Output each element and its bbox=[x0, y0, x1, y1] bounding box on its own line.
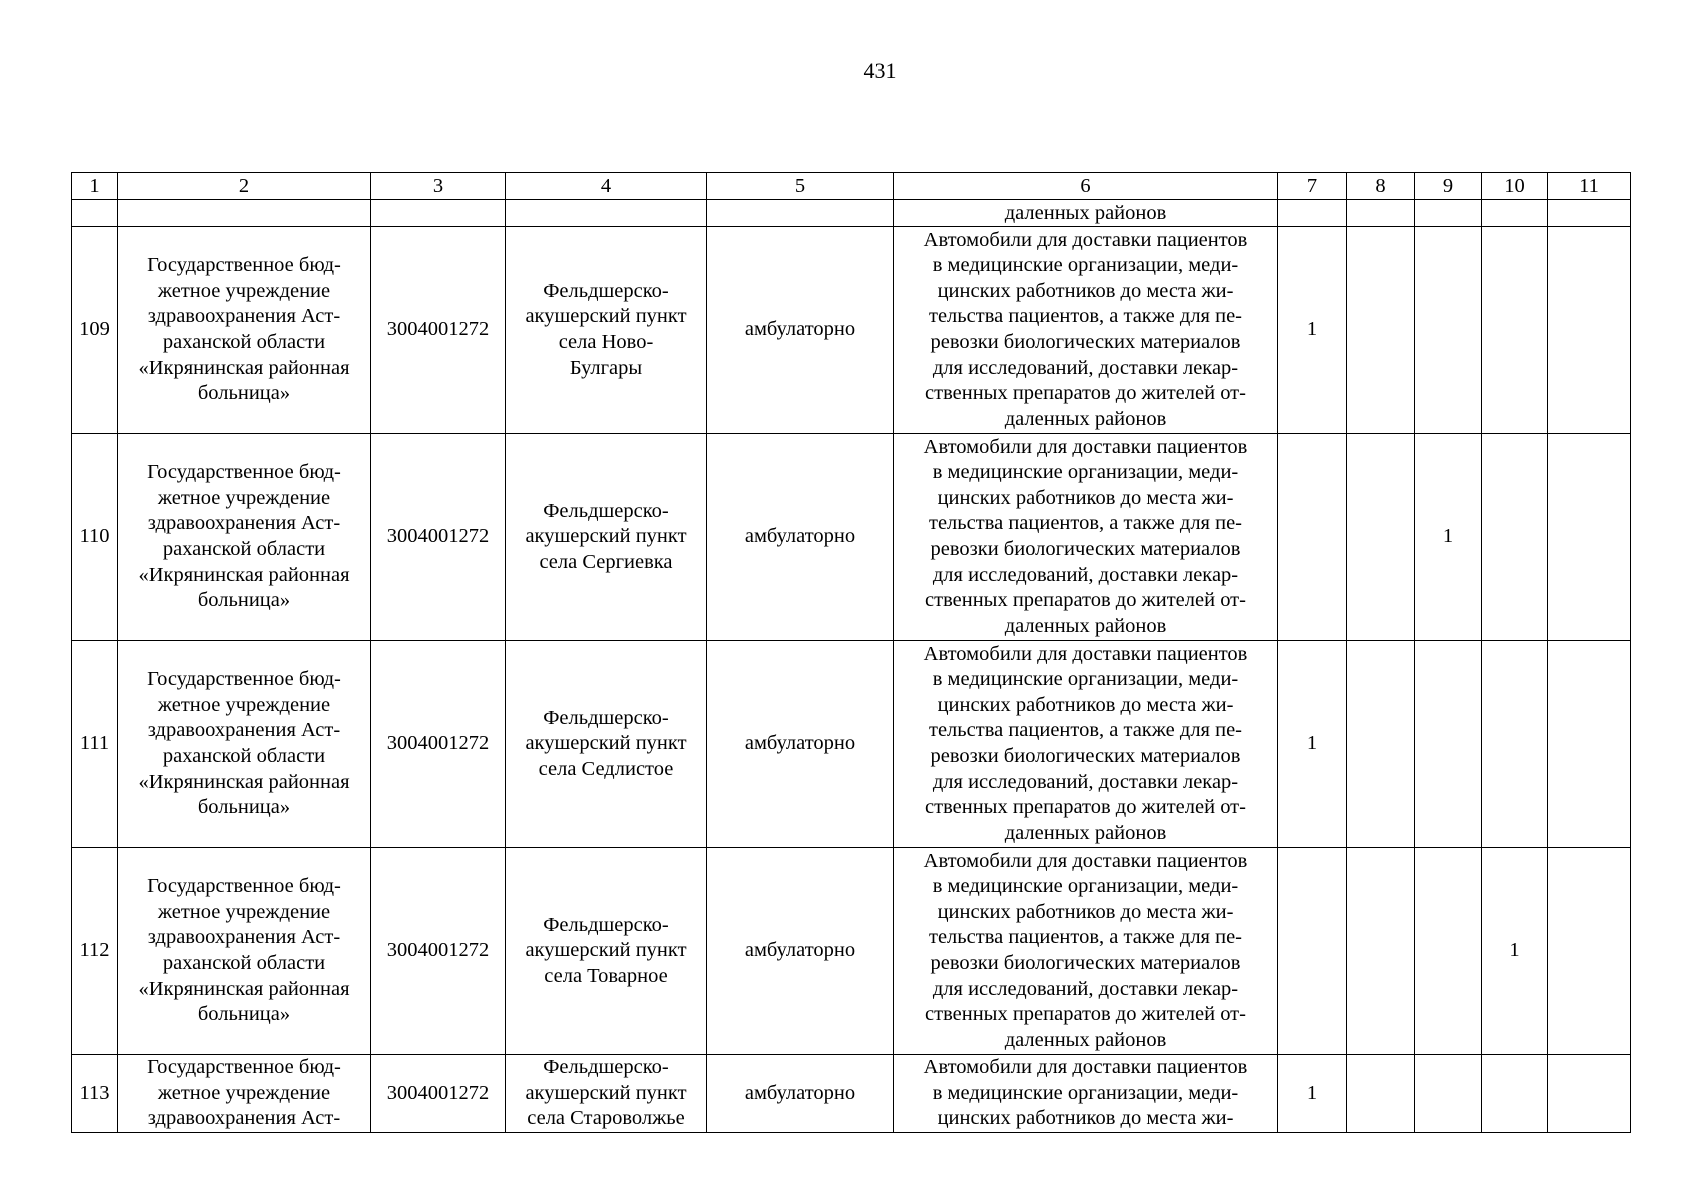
document-table bbox=[71, 172, 1631, 1133]
column-header: 5 bbox=[707, 173, 894, 200]
column-header: 3 bbox=[371, 173, 506, 200]
description-cell: даленных районов bbox=[894, 200, 1278, 227]
continuation-row bbox=[72, 200, 1631, 227]
count-cell-9 bbox=[1415, 641, 1482, 848]
table-row bbox=[72, 227, 1631, 434]
table-cell bbox=[506, 200, 707, 227]
count-cell-11 bbox=[1548, 227, 1631, 434]
table-cell bbox=[1347, 200, 1415, 227]
column-header: 8 bbox=[1347, 173, 1415, 200]
table-cell bbox=[1548, 200, 1631, 227]
count-cell-10 bbox=[1482, 434, 1548, 641]
count-cell-10 bbox=[1482, 227, 1548, 434]
column-header: 10 bbox=[1482, 173, 1548, 200]
table-row bbox=[72, 434, 1631, 641]
organization-cell: Государственное бюд- жетное учреждение здравоохранения Аст- раханской области «Икрянинская районная больница» bbox=[118, 848, 371, 1055]
row-number-cell: 112 bbox=[72, 848, 118, 1055]
table-row bbox=[72, 641, 1631, 848]
table-cell bbox=[1278, 200, 1347, 227]
count-cell-11 bbox=[1548, 848, 1631, 1055]
inn-cell: 3004001272 bbox=[371, 227, 506, 434]
count-cell-7 bbox=[1278, 848, 1347, 1055]
count-cell-7 bbox=[1278, 434, 1347, 641]
facility-cell: Фельдшерско- акушерский пункт села Сергиевка bbox=[506, 434, 707, 641]
page-number: 431 bbox=[863, 58, 897, 83]
organization-cell: Государственное бюд- жетное учреждение здравоохранения Аст- раханской области «Икрянинская районная больница» bbox=[118, 641, 371, 848]
count-cell-10: 1 bbox=[1482, 848, 1548, 1055]
description-cell: Автомобили для доставки пациентов в медицинские организации, меди- цинских работников до места жи- тельства пациентов, а также для пе- ревозки биологических материалов для исследований, доставки лекар- ственных препаратов до жителей от- даленных районов bbox=[894, 434, 1278, 641]
mode-cell: амбулаторно bbox=[707, 227, 894, 434]
count-cell-7: 1 bbox=[1278, 1055, 1347, 1133]
table-header-row bbox=[72, 173, 1631, 200]
count-cell-8 bbox=[1347, 434, 1415, 641]
count-cell-11 bbox=[1548, 434, 1631, 641]
count-cell-11 bbox=[1548, 641, 1631, 848]
column-header: 9 bbox=[1415, 173, 1482, 200]
column-header: 11 bbox=[1548, 173, 1631, 200]
mode-cell: амбулаторно bbox=[707, 434, 894, 641]
facility-cell: Фельдшерско- акушерский пункт села Староволжье bbox=[506, 1055, 707, 1133]
column-header: 1 bbox=[72, 173, 118, 200]
count-cell-7: 1 bbox=[1278, 227, 1347, 434]
inn-cell: 3004001272 bbox=[371, 848, 506, 1055]
count-cell-9 bbox=[1415, 1055, 1482, 1133]
row-number-cell: 111 bbox=[72, 641, 118, 848]
inn-cell: 3004001272 bbox=[371, 1055, 506, 1133]
table-cell bbox=[1415, 200, 1482, 227]
description-cell: Автомобили для доставки пациентов в медицинские организации, меди- цинских работников до места жи- bbox=[894, 1055, 1278, 1133]
row-number-cell: 113 bbox=[72, 1055, 118, 1133]
count-cell-11 bbox=[1548, 1055, 1631, 1133]
column-header: 2 bbox=[118, 173, 371, 200]
count-cell-8 bbox=[1347, 848, 1415, 1055]
table-cell bbox=[118, 200, 371, 227]
facility-cell: Фельдшерско- акушерский пункт села Ново- Булгары bbox=[506, 227, 707, 434]
table-cell bbox=[707, 200, 894, 227]
mode-cell: амбулаторно bbox=[707, 1055, 894, 1133]
table-row bbox=[72, 1055, 1631, 1133]
organization-cell: Государственное бюд- жетное учреждение здравоохранения Аст- bbox=[118, 1055, 371, 1133]
count-cell-7: 1 bbox=[1278, 641, 1347, 848]
inn-cell: 3004001272 bbox=[371, 434, 506, 641]
organization-cell: Государственное бюд- жетное учреждение здравоохранения Аст- раханской области «Икрянинская районная больница» bbox=[118, 434, 371, 641]
count-cell-9: 1 bbox=[1415, 434, 1482, 641]
count-cell-8 bbox=[1347, 1055, 1415, 1133]
mode-cell: амбулаторно bbox=[707, 641, 894, 848]
mode-cell: амбулаторно bbox=[707, 848, 894, 1055]
description-cell: Автомобили для доставки пациентов в медицинские организации, меди- цинских работников до места жи- тельства пациентов, а также для пе- ревозки биологических материалов для исследований, доставки лекар- ственных препаратов до жителей от- даленных районов bbox=[894, 641, 1278, 848]
facility-cell: Фельдшерско- акушерский пункт села Товарное bbox=[506, 848, 707, 1055]
inn-cell: 3004001272 bbox=[371, 641, 506, 848]
count-cell-10 bbox=[1482, 1055, 1548, 1133]
row-number-cell: 110 bbox=[72, 434, 118, 641]
description-cell: Автомобили для доставки пациентов в медицинские организации, меди- цинских работников до места жи- тельства пациентов, а также для пе- ревозки биологических материалов для исследований, доставки лекар- ственных препаратов до жителей от- даленных районов bbox=[894, 848, 1278, 1055]
count-cell-9 bbox=[1415, 848, 1482, 1055]
column-header: 6 bbox=[894, 173, 1278, 200]
row-number-cell: 109 bbox=[72, 227, 118, 434]
column-header: 7 bbox=[1278, 173, 1347, 200]
table-cell bbox=[371, 200, 506, 227]
table-row bbox=[72, 848, 1631, 1055]
table-cell bbox=[1482, 200, 1548, 227]
description-cell: Автомобили для доставки пациентов в медицинские организации, меди- цинских работников до места жи- тельства пациентов, а также для пе- ревозки биологических материалов для исследований, доставки лекар- ственных препаратов до жителей от- даленных районов bbox=[894, 227, 1278, 434]
table-cell bbox=[72, 200, 118, 227]
count-cell-8 bbox=[1347, 227, 1415, 434]
count-cell-9 bbox=[1415, 227, 1482, 434]
count-cell-10 bbox=[1482, 641, 1548, 848]
organization-cell: Государственное бюд- жетное учреждение здравоохранения Аст- раханской области «Икрянинская районная больница» bbox=[118, 227, 371, 434]
column-header: 4 bbox=[506, 173, 707, 200]
count-cell-8 bbox=[1347, 641, 1415, 848]
facility-cell: Фельдшерско- акушерский пункт села Седлистое bbox=[506, 641, 707, 848]
